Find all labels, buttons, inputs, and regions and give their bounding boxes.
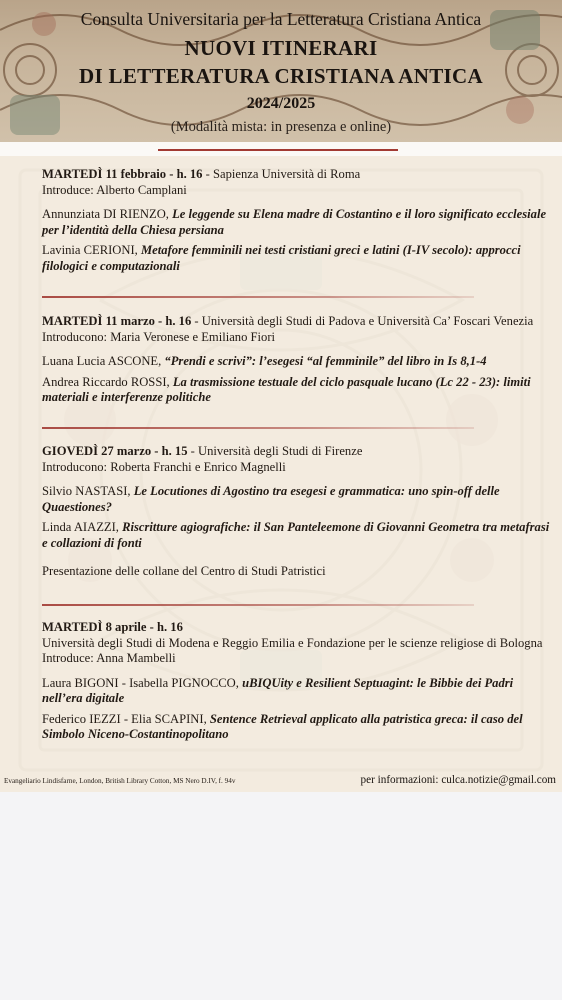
header-red-rule xyxy=(158,149,398,151)
title-line-1: NUOVI ITINERARI xyxy=(184,36,378,60)
session-2 xyxy=(42,314,552,406)
talk-title: Le Locutiones di Agostino tra esegesi e grammatica: uno spin-off delle Quaestiones? xyxy=(42,484,500,514)
header-banner xyxy=(0,0,562,142)
contact-info: per informazioni: culca.notizie@gmail.com xyxy=(360,774,556,786)
organizer-name: Consulta Universitaria per la Letteratura Cristiana Antica xyxy=(80,9,482,29)
talk-speaker: Laura BIGONI - Isabella PIGNOCCO, xyxy=(42,675,243,690)
talk-1 xyxy=(42,354,552,370)
session-1 xyxy=(42,167,552,274)
image-credit: Evangeliario Lindisfarne, London, British Library Cotton, MS Nero D.IV, f. 94v xyxy=(4,777,236,785)
session-date-line xyxy=(42,444,552,460)
session-separator xyxy=(42,296,474,298)
talk-speaker: Federico IEZZI - Elia SCAPINI, xyxy=(42,711,210,726)
session-venue: Università degli Studi di Modena e Reggio Emilia e Fondazione per le scienze religiose di Bologna xyxy=(42,635,543,650)
session-4 xyxy=(42,620,552,743)
talk-2 xyxy=(42,520,552,551)
session-introducer: Introducono: Maria Veronese e Emiliano Fiori xyxy=(42,329,276,344)
attendance-mode: (Modalità mista: in presenza e online) xyxy=(170,119,392,135)
session-introducer: Introduce: Alberto Camplani xyxy=(42,182,187,197)
session-separator xyxy=(42,604,474,606)
talk-speaker: Luana Lucia ASCONE, xyxy=(42,354,165,368)
session-venue: - Università degli Studi di Firenze xyxy=(187,444,363,458)
talk-2 xyxy=(42,712,552,743)
session-date-line xyxy=(42,620,552,636)
session-date: MARTEDÌ 11 febbraio - h. 16 xyxy=(42,167,203,181)
talk-speaker: Lavinia CERIONI, xyxy=(42,243,141,257)
session-date: GIOVEDÌ 27 marzo - h. 15 xyxy=(42,444,188,458)
talk-1 xyxy=(42,484,552,515)
session-3 xyxy=(42,444,552,580)
talk-title: La trasmissione testuale del ciclo pasquale lucano (Lc 22 - 23): limiti materiali e interferenze politiche xyxy=(42,374,531,404)
title-line-2: DI LETTERATURA CRISTIANA ANTICA xyxy=(79,64,483,88)
session-separator xyxy=(42,427,474,429)
talk-title: “Prendi e scrivi”: l’esegesi “al femminile” del libro in Is 8,1-4 xyxy=(164,354,487,368)
session-note: Presentazione delle collane del Centro di Studi Patristici xyxy=(42,564,326,578)
talk-title: Le leggende su Elena madre di Costantino e il loro significato ecclesiale per l’identità della Chiesa persiana xyxy=(42,207,547,237)
session-introducer: Introduce: Anna Mambelli xyxy=(42,651,176,665)
session-date: MARTEDÌ 11 marzo - h. 16 xyxy=(42,314,192,328)
session-venue: - Sapienza Università di Roma xyxy=(202,167,361,181)
talk-speaker: Linda AIAZZI, xyxy=(42,520,123,534)
talk-2 xyxy=(42,375,552,406)
talk-title: Riscritture agiografiche: il San Panteleemone di Giovanni Geometra tra metafrasi e collazioni di fonti xyxy=(42,520,550,550)
talk-1 xyxy=(42,207,552,238)
talk-2 xyxy=(42,243,552,274)
talk-speaker: Andrea Riccardo ROSSI, xyxy=(42,374,173,389)
session-date-line xyxy=(42,314,552,330)
session-date-line xyxy=(42,167,552,183)
talk-title: Metafore femminili nei testi cristiani greci e latini (I-IV secolo): approcci filologici e computazionali xyxy=(42,243,521,273)
talk-speaker: Silvio NASTASI, xyxy=(42,484,134,498)
session-venue: - Università degli Studi di Padova e Università Ca’ Foscari Venezia xyxy=(191,314,534,328)
talk-speaker: Annunziata DI RIENZO, xyxy=(42,207,173,221)
session-date: MARTEDÌ 8 aprile - h. 16 xyxy=(42,620,183,634)
talk-1 xyxy=(42,676,552,707)
session-introducer: Introducono: Roberta Franchi e Enrico Magnelli xyxy=(42,459,286,474)
academic-year: 2024/2025 xyxy=(246,95,316,112)
talk-title: uBIQUity e Resilient Septuagint: le Bibbie dei Padri nell’era digitale xyxy=(42,675,514,705)
talk-title: Sentence Retrieval applicato alla patristica greca: il caso del Simbolo Niceno-Costantinopolitano xyxy=(42,711,523,741)
